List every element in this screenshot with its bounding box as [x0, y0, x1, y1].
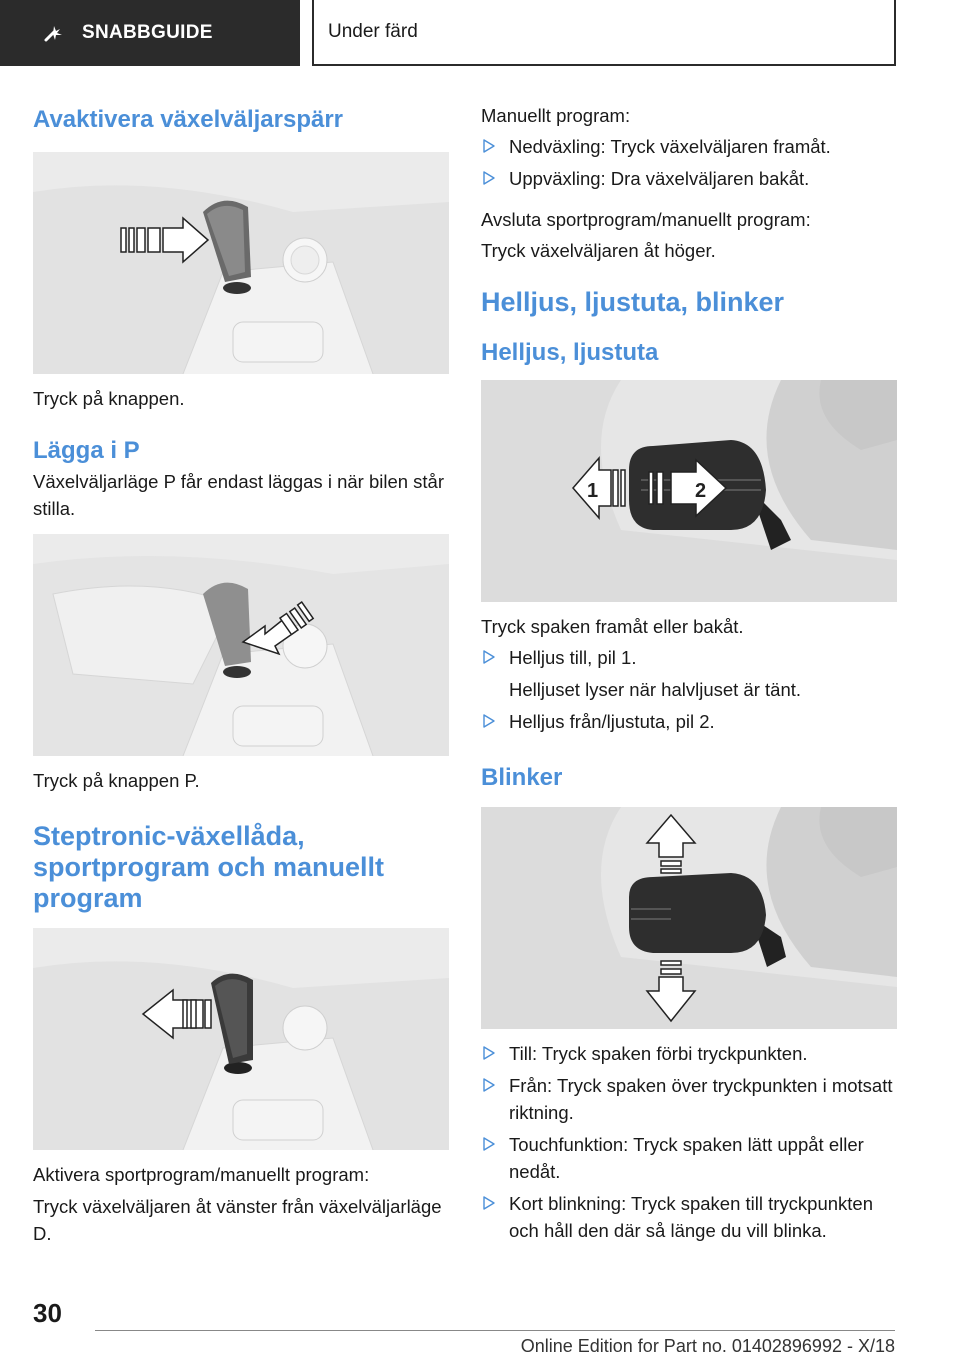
heading-park: Lägga i P	[33, 437, 140, 464]
section-label: SNABBGUIDE	[82, 22, 213, 43]
chapter-tab[interactable]	[312, 0, 896, 66]
footer-edition: Online Edition for Part no. 01402896992 - X/18	[520, 1336, 895, 1356]
text-push-right: Tryck växelväljaren åt höger.	[481, 240, 716, 261]
arrow-label-2: 2	[695, 480, 707, 502]
page-header	[0, 0, 960, 66]
triangle-right-outline-icon	[481, 170, 497, 186]
text-high-beam-note: Helljuset lyser när halvljuset är tänt.	[509, 679, 802, 700]
wrench-spark-icon	[42, 22, 64, 44]
text-press-button: Tryck på knappen.	[33, 388, 185, 409]
list-item: Till: Tryck spaken förbi tryckpunkten.	[481, 1040, 897, 1067]
list-item: Helljus från/ljustuta, pil 2.	[481, 708, 897, 735]
high-beam-list-2	[481, 708, 897, 735]
list-item: Helljus till, pil 1.	[481, 644, 897, 671]
footer-divider	[95, 1330, 895, 1331]
blinker-list	[481, 1040, 897, 1244]
list-item: Från: Tryck spaken över tryckpunkten i motsatt riktning.	[481, 1072, 897, 1126]
figure-shift-lock-button	[33, 152, 449, 374]
triangle-right-outline-icon	[481, 1077, 497, 1093]
text-press-p: Tryck på knappen P.	[33, 770, 200, 791]
text-park-info: Växelväljarläge P får endast läggas i när bilen står stilla.	[33, 471, 445, 519]
text-exit-program: Avsluta sportprogram/manuellt program:	[481, 209, 811, 230]
heading-high-beam: Helljus, ljustuta	[481, 339, 659, 366]
figure-park-button	[33, 534, 449, 756]
page-number: 30	[33, 1298, 62, 1328]
chapter-label: Under färd	[328, 21, 418, 42]
high-beam-list	[481, 644, 897, 671]
section-tab[interactable]	[0, 0, 300, 66]
text-manual-program: Manuellt program:	[481, 105, 631, 126]
triangle-right-outline-icon	[481, 1136, 497, 1152]
arrow-label-1: 1	[587, 480, 599, 502]
triangle-right-outline-icon	[481, 713, 497, 729]
text-push-left: Tryck växelväljaren åt vänster från växelväljarläge D.	[33, 1196, 442, 1244]
list-item: Nedväxling: Tryck växelväljaren framåt.	[481, 133, 897, 160]
triangle-right-outline-icon	[481, 1045, 497, 1061]
right-column	[481, 100, 897, 1244]
figure-blinker-lever	[481, 807, 897, 1029]
heading-steptronic: Steptronic-växellåda, sportprogram och manuellt program	[33, 821, 385, 913]
list-item: Touchfunktion: Tryck spaken lätt uppåt eller nedåt.	[481, 1131, 897, 1185]
triangle-right-outline-icon	[481, 1195, 497, 1211]
heading-blinker: Blinker	[481, 764, 563, 791]
text-lever: Tryck spaken framåt eller bakåt.	[481, 616, 744, 637]
manual-list	[481, 133, 897, 192]
triangle-right-outline-icon	[481, 138, 497, 154]
figure-sport-mode	[33, 928, 449, 1150]
list-item: Kort blinkning: Tryck spaken till tryckpunkten och håll den där så länge du vill blinka.	[481, 1190, 897, 1244]
left-column	[33, 100, 449, 1247]
list-item: Uppväxling: Dra växelväljaren bakåt.	[481, 165, 897, 192]
triangle-right-outline-icon	[481, 649, 497, 665]
figure-high-beam-lever	[481, 380, 897, 602]
heading-lights: Helljus, ljustuta, blinker	[481, 287, 785, 317]
text-activate-sport: Aktivera sportprogram/manuellt program:	[33, 1164, 370, 1185]
heading-deactivate-lock: Avaktivera växelväljarspärr	[33, 106, 344, 133]
